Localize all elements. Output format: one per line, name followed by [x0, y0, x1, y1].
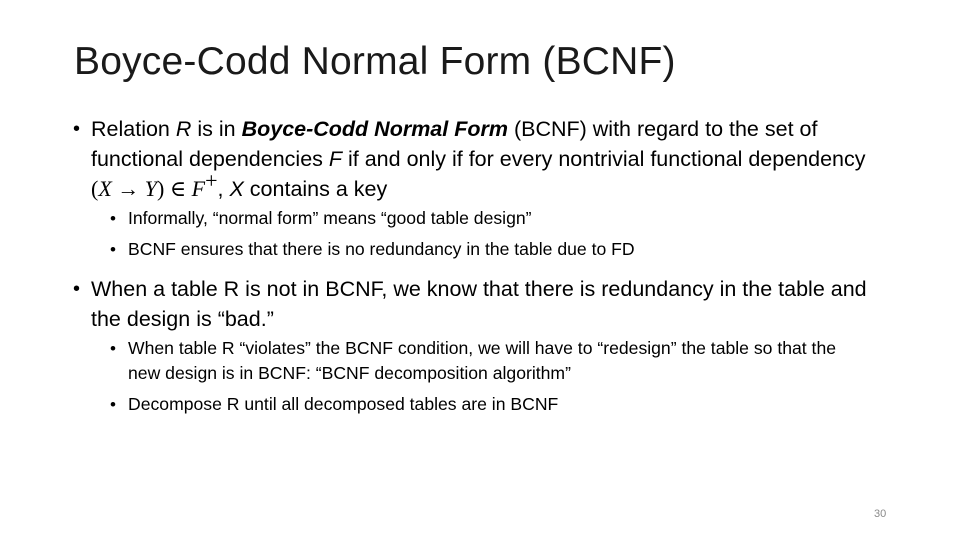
sub-bullet [70, 336, 870, 386]
math-close-paren: ) [157, 176, 165, 201]
slide-body [70, 114, 870, 423]
fd-set-f: F [328, 147, 343, 171]
math-plus: + [205, 167, 218, 193]
bullet-not-bcnf [70, 274, 870, 334]
sub-bullet-text: Decompose R until all decomposed tables are in BCNF [128, 394, 559, 414]
text: if and only if for every nontrivial functional dependency [342, 147, 866, 171]
bullet-dot-icon: • [110, 209, 116, 228]
sub-bullet [70, 206, 870, 231]
slide-title: Boyce-Codd Normal Form (BCNF) [74, 40, 676, 83]
text: is in [191, 117, 242, 141]
sub-bullet-text: BCNF ensures that there is no redundancy in the table due to FD [128, 239, 635, 259]
page-number: 30 [874, 508, 887, 520]
bullet-dot-icon: • [73, 278, 81, 300]
relation-r: R [175, 117, 192, 141]
math-arrow: → [111, 176, 145, 201]
math-element-of: ∈ [164, 176, 192, 201]
bullet-dot-icon: • [110, 240, 116, 259]
bullet-dot-icon: • [110, 395, 116, 414]
sub-bullet-text: When table R “violates” the BCNF condition, we will have to “redesign” the table so that the new design is in BCNF: “BCNF decomposition algorithm” [128, 338, 837, 383]
math-f: F [191, 176, 206, 201]
text: Relation [91, 117, 176, 141]
sub-bullet [70, 392, 870, 417]
bullet-text: When a table R is not in BCNF, we know that there is redundancy in the table and the design is “bad.” [91, 277, 867, 331]
sub-bullet [70, 237, 870, 262]
math-x-key: X [229, 177, 244, 201]
sub-bullet-text: Informally, “normal form” means “good table design” [128, 208, 532, 228]
term-bcnf: Boyce-Codd Normal Form [241, 117, 508, 141]
math-x: X [98, 176, 112, 201]
text: (BCNF) with regard to the set of functional dependencies [91, 117, 818, 171]
text: , [217, 177, 230, 201]
math-open-paren: ( [91, 176, 99, 201]
math-y: Y [144, 176, 158, 201]
text: contains a key [243, 177, 388, 201]
bullet-dot-icon: • [73, 118, 81, 140]
bullet-dot-icon: • [110, 339, 116, 358]
bullet-bcnf-definition [70, 114, 870, 204]
